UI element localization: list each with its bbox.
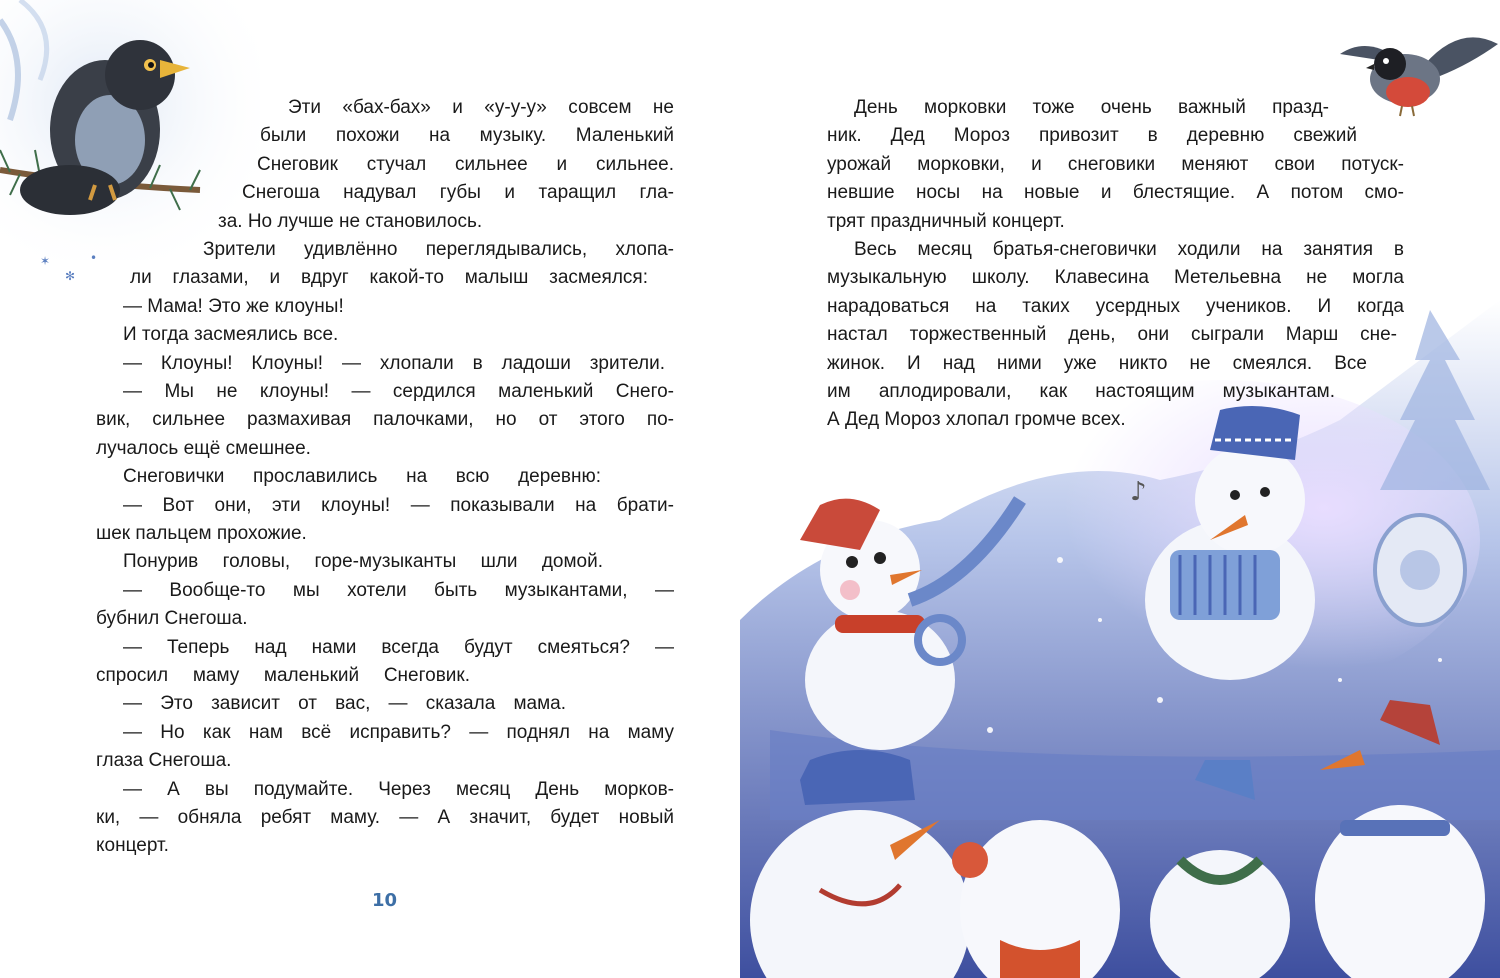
text-line: Весь месяц братья-снеговички ходили на занятия в [854, 239, 1404, 260]
text-line: шек пальцем прохожие. [96, 523, 307, 544]
text-line: — Клоуны! Клоуны! — хлопали в ладоши зрители. [123, 352, 665, 374]
text-line: концерт. [96, 835, 169, 857]
text-line: И тогда засмеялись все. [123, 324, 339, 346]
text-line: урожай морковки, и снеговики меняют свои потуск- [827, 153, 1404, 175]
svg-text:✶: ✶ [40, 254, 51, 268]
svg-text:♪: ♪ [1130, 477, 1147, 507]
text-line: А Дед Мороз хлопал громче всех. [827, 409, 1126, 431]
text-line: музыкальную школу. Клавесина Метельевна не могла [827, 267, 1404, 289]
text-line: ник. Дед Мороз привозит в деревню свежий [827, 125, 1357, 147]
text-line: — Теперь над нами всегда будут смеяться? — [123, 636, 674, 658]
text-line: — А вы подумайте. Через месяц День морков- [123, 778, 674, 800]
text-line: спросил маму маленький Снеговик. [96, 665, 470, 686]
text-line: — Но как нам всё исправить? — поднял на маму [123, 721, 674, 743]
text-line: — Мы не клоуны! — сердился маленький Снего- [123, 381, 674, 402]
text-line: Понурив головы, горе-музыканты шли домой. [123, 551, 603, 573]
text-line: бубнил Снегоша. [96, 608, 248, 630]
bullfinch-illustration [1330, 14, 1500, 124]
text-line: Снеговик стучал сильнее и сильнее. [257, 153, 674, 175]
text-line: Эти «бах-бах» и «у-у-у» совсем не [288, 97, 674, 118]
text-line: — Мама! Это же клоуны! [123, 295, 344, 317]
text-line: лучалось ещё смешнее. [96, 437, 311, 459]
text-line: ки, — обняла ребят маму. — А значит, будет новый [96, 807, 674, 828]
text-line: — Вообще-то мы хотели быть музыкантами, — [123, 579, 674, 601]
text-line: нарадоваться на таких усердных учеников. И когда [827, 295, 1404, 317]
text-line: невшие носы на новые и блестящие. А потом смо- [827, 182, 1404, 204]
text-line: вик, сильнее размахивая палочками, но от этого по- [96, 409, 674, 431]
text-line: — Вот они, эти клоуны! — показывали на брати- [123, 494, 674, 516]
text-line: — Это зависит от вас, — сказала мама. [123, 693, 566, 715]
page-number: 10 [372, 890, 398, 911]
text-line: глаза Снегоша. [96, 750, 232, 772]
text-line: им аплодировали, как настоящим музыкантам. [827, 381, 1335, 402]
text-line: жинок. И над ними уже никто не смеялся. Все [827, 352, 1367, 374]
svg-text:✻: ✻ [65, 269, 76, 283]
svg-text:•: • [90, 251, 98, 265]
text-line: были похожи на музыку. Маленький [260, 125, 674, 147]
text-line: трят праздничный концерт. [827, 210, 1065, 232]
text-line: настал торжественный день, они сыграли Марш сне- [827, 324, 1397, 346]
text-line: за. Но лучше не становилось. [218, 210, 483, 232]
text-line: ли глазами, и вдруг какой-то малыш засмеялся: [130, 267, 648, 289]
text-line: День морковки тоже очень важный празд- [854, 97, 1329, 118]
text-line: Зрители удивлённо переглядывались, хлопа- [203, 239, 674, 260]
text-line: Снеговички прославились на всю деревню: [123, 466, 601, 488]
text-line: Снегоша надувал губы и таращил гла- [242, 182, 674, 204]
